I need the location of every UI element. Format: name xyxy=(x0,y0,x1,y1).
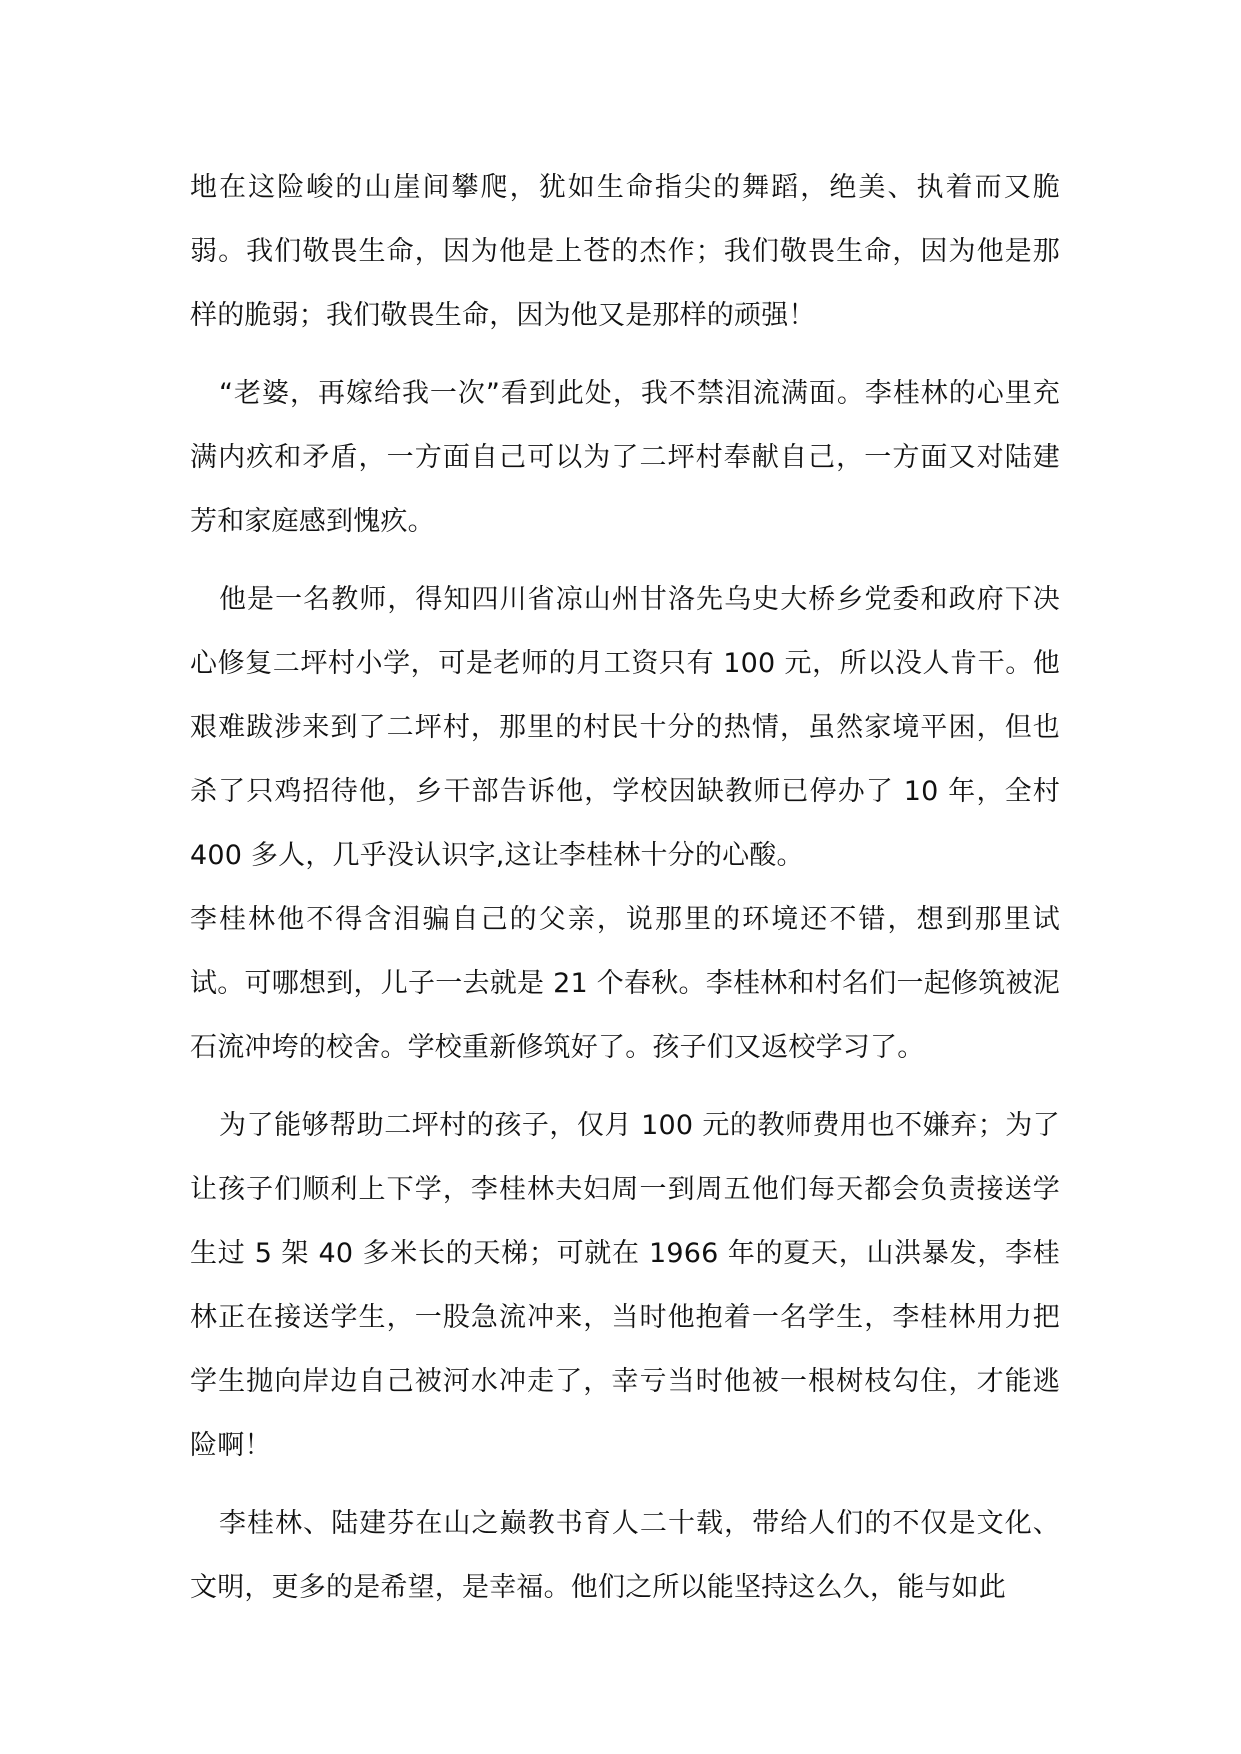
paragraph-3: 他是一名教师，得知四川省凉山州甘洛先乌史大桥乡党委和政府下决心修复二坪村小学，可是老师的月工资只有 100 元，所以没人肯干。他艰难跋涉来到了二坪村，那里的村民十分的热情，虽然家境平困，但也杀了只鸡招待他，乡干部告诉他，学校因缺教师已停办了 10 年，全村 400 多人，几乎没认识字,这让李桂林十分的心酸。 xyxy=(190,584,1060,871)
paragraph-2: “老婆，再嫁给我一次”看到此处，我不禁泪流满面。李桂林的心里充满内疚和矛盾，一方面自己可以为了二坪村奉献自己，一方面又对陆建芳和家庭感到愧疚。 xyxy=(190,378,1060,537)
paragraph-1: 地在这险峻的山崖间攀爬，犹如生命指尖的舞蹈，绝美、执着而又脆弱。我们敬畏生命，因为他是上苍的杰作；我们敬畏生命，因为他是那样的脆弱；我们敬畏生命，因为他又是那样的顽强！ xyxy=(190,172,1060,331)
paragraph-6: 李桂林、陆建芬在山之巅教书育人二十载，带给人们的不仅是文化、文明，更多的是希望，是幸福。他们之所以能坚持这么久，能与如此 xyxy=(190,1508,1060,1603)
paragraph-4: 李桂林他不得含泪骗自己的父亲，说那里的环境还不错，想到那里试试。可哪想到，儿子一去就是 21 个春秋。李桂林和村名们一起修筑被泥石流冲垮的校舍。学校重新修筑好了。孩子们又返校学习了。 xyxy=(190,904,1060,1063)
paragraph-5: 为了能够帮助二坪村的孩子，仅月 100 元的教师费用也不嫌弃；为了让孩子们顺利上下学，李桂林夫妇周一到周五他们每天都会负责接送学生过 5 架 40 多米长的天梯；可就在 1966 年的夏天，山洪暴发，李桂林正在接送学生，一股急流冲来，当时他抱着一名学生，李桂林用力把学生抛向岸边自己被河水冲走了，幸亏当时他被一根树枝勾住，才能逃险啊！ xyxy=(190,1110,1060,1461)
document-body xyxy=(190,156,1060,1634)
